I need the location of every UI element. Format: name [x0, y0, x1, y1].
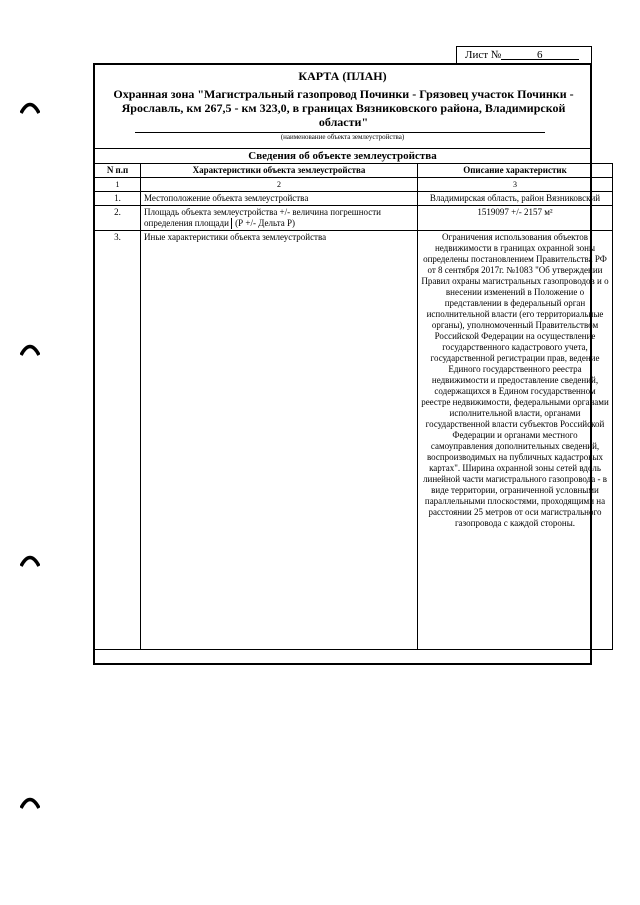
- row-description: Владимирская область, район Вязниковский: [418, 192, 613, 206]
- row-number: 1.: [95, 192, 141, 206]
- row-characteristic: Площадь объекта землеустройства +/- величина погрешности определения площади: [144, 207, 382, 228]
- row-description: Ограничения использования объектов недвижимости в границах охранной зоны определены постановлением Правительства РФ от 8 сентября 2017г. №1083 "Об утверждении Правил охраны магистральных газопроводов и о внесении изменений в Положение о представлении в федеральный орган исполнительной власти (его территориальные органы), уполномоченный Правительством Российской Федерации на осуществление государственного кадастрового учета, государственной регистрации прав, ведение Единого государственного реестра недвижимости и предоставление сведений, содержащихся в Едином государственном реестре недвижимости, федеральными органами исполнительной власти, органами государственной власти субъектов Российской Федерации и органами местного самоуправления дополнительных сведений, воспроизводимых на публичных кадастровых картах". Ширина охранной зоны сетей вдоль линейной части магистрального газопровода - в виде территории, ограниченной условными параллельными плоскостями, проходящими на расстоянии 25 метров от оси магистрального газопровода с каждой стороны.: [418, 231, 613, 650]
- table-row: [95, 192, 613, 206]
- table-row: [95, 206, 613, 231]
- characteristics-table: [94, 163, 613, 650]
- column-header-number: N п.п: [95, 164, 141, 178]
- binder-hole-mark: [20, 342, 40, 356]
- binder-hole-mark: [20, 795, 40, 809]
- column-header-description: Описание характеристик: [418, 164, 613, 178]
- row-characteristic: Иные характеристики объекта землеустройства: [141, 231, 418, 650]
- row-characteristic: Местоположение объекта землеустройства: [141, 192, 418, 206]
- document-header: [95, 65, 590, 145]
- sheet-label: Лист №: [465, 49, 502, 61]
- row-number: 3.: [95, 231, 141, 650]
- index-cell: 2: [141, 178, 418, 192]
- sheet-number-box: [456, 46, 592, 63]
- row-number: 2.: [95, 206, 141, 231]
- object-name-caption: (наименование объекта землеустройства): [280, 133, 405, 141]
- row-description: 1519097 +/- 2157 м²: [418, 206, 613, 231]
- map-title: КАРТА (ПЛАН): [298, 69, 387, 83]
- object-name: Охранная зона "Магистральный газопровод Починки - Грязовец участок Починки - Ярославль, км 267,5 - км 323,0, в границах Вязниковского района, Владимирской области": [113, 87, 574, 129]
- section-title: Сведения об объекте землеустройства: [95, 148, 590, 164]
- document-frame: [93, 63, 609, 665]
- index-cell: 1: [95, 178, 141, 192]
- table-index-row: [95, 178, 613, 192]
- binder-hole-mark: [20, 100, 40, 114]
- binder-hole-mark: [20, 553, 40, 567]
- sheet-number: 6: [537, 49, 543, 61]
- index-cell: 3: [418, 178, 613, 192]
- column-header-characteristic: Характеристики объекта землеустройства: [141, 164, 418, 178]
- table-header-row: [95, 164, 613, 178]
- row-characteristic-cell: [141, 206, 418, 231]
- table-row: [95, 231, 613, 650]
- row-characteristic-note: (Р +/- Дельта Р): [231, 218, 295, 229]
